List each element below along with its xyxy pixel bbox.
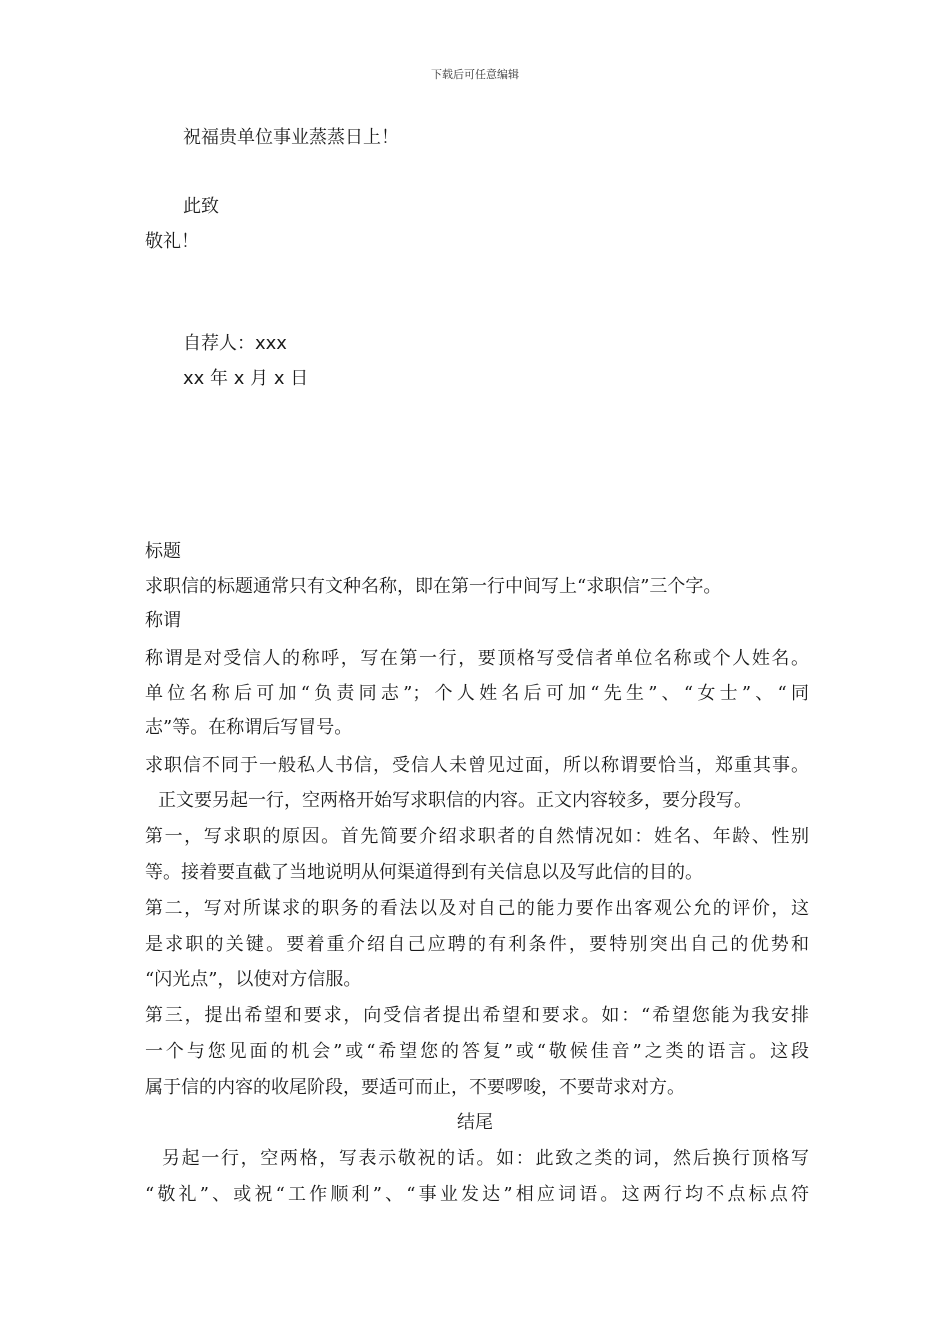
- header-note: 下载后可任意编辑: [431, 68, 519, 81]
- jingli-line: 敬礼！: [145, 231, 199, 252]
- salutation-line-3: 志”等。在称谓后写冒号。: [145, 717, 353, 738]
- ending-line-2: “敬礼”、或祝“工作顺利”、“事业发达”相应词语。这两行均不点标点符: [145, 1184, 809, 1205]
- point2-line-3: “闪光点”，以使对方信服。: [145, 969, 362, 990]
- body-intro: 正文要另起一行，空两格开始写求职信的内容。正文内容较多，要分段写。: [158, 790, 752, 811]
- point3-line-2: 一个与您见面的机会”或“希望您的答复”或“敬候佳音”之类的语言。这段: [145, 1041, 809, 1062]
- signer-line: 自荐人：xxx: [183, 333, 287, 354]
- title-description: 求职信的标题通常只有文种名称，即在第一行中间写上“求职信”三个字。: [145, 576, 722, 597]
- point2-line-1: 第二，写对所谋求的职务的看法以及对自己的能力要作出客观公允的评价，这: [145, 898, 809, 919]
- point2-line-2: 是求职的关键。要着重介绍自己应聘的有利条件，要特别突出自己的优势和: [145, 934, 809, 955]
- heading-title: 标题: [145, 541, 181, 562]
- heading-salutation: 称谓: [145, 610, 181, 631]
- cizhi-line: 此致: [183, 196, 219, 217]
- point3-line-3: 属于信的内容的收尾阶段，要适可而止，不要啰唆，不要苛求对方。: [145, 1077, 685, 1098]
- point1-line-1: 第一，写求职的原因。首先简要介绍求职者的自然情况如：姓名、年龄、性别: [145, 826, 809, 847]
- point3-line-1: 第三，提出希望和要求，向受信者提出希望和要求。如：“希望您能为我安排: [145, 1005, 809, 1026]
- wish-line: 祝福贵单位事业蒸蒸日上！: [183, 127, 399, 148]
- heading-ending: 结尾: [457, 1112, 493, 1133]
- salutation-line-1: 称谓是对受信人的称呼，写在第一行，要顶格写受信者单位名称或个人姓名。: [145, 648, 809, 669]
- salutation-line-2: 单位名称后可加“负责同志”；个人姓名后可加“先生”、“女士”、“同: [145, 683, 809, 704]
- ending-line-1: 另起一行，空两格，写表示敬祝的话。如：此致之类的词，然后换行顶格写: [162, 1148, 809, 1169]
- date-line: xx 年 x 月 x 日: [183, 368, 309, 389]
- point1-line-2: 等。接着要直截了当地说明从何渠道得到有关信息以及写此信的目的。: [145, 862, 703, 883]
- salutation-line-4: 求职信不同于一般私人书信，受信人未曾见过面，所以称谓要恰当，郑重其事。: [145, 755, 809, 776]
